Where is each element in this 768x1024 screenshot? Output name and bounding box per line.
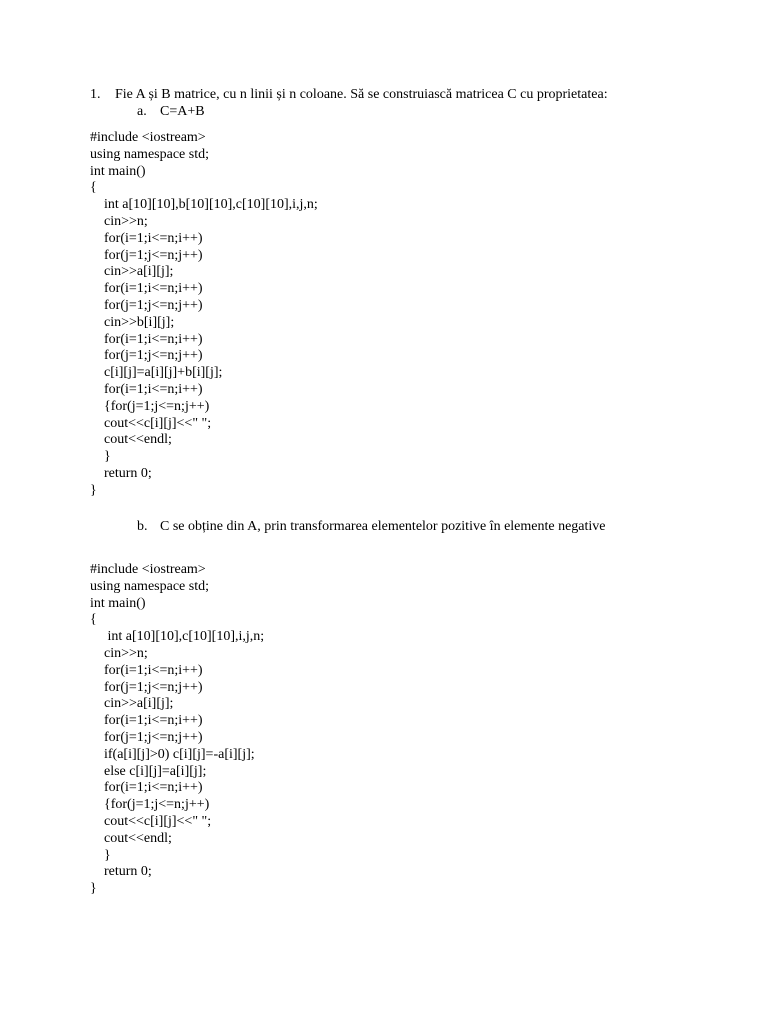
code-line: } [90, 482, 97, 498]
code-line: #include <iostream> [90, 130, 206, 145]
code-line: return 0; [90, 465, 152, 481]
code-line: using namespace std; [90, 578, 209, 594]
code-line: int main() [90, 595, 146, 611]
code-line: for(i=1;i<=n;i++) [90, 780, 203, 796]
code-line: cin>>a[i][j]; [90, 264, 174, 280]
code-line: #include <iostream> [90, 562, 206, 577]
code-line: cin>>n; [90, 645, 148, 661]
code-line: cout<<c[i][j]<<" "; [90, 813, 212, 829]
code-line: for(i=1;i<=n;i++) [90, 281, 203, 297]
code-line: c[i][j]=a[i][j]+b[i][j]; [90, 365, 223, 381]
code-line: int a[10][10],b[10][10],c[10][10],i,j,n; [90, 197, 318, 213]
part-a-title: C=A+B [160, 104, 205, 119]
code-line: for(i=1;i<=n;i++) [90, 331, 203, 347]
code-line: for(i=1;i<=n;i++) [90, 230, 203, 246]
code-line: if(a[i][j]>0) c[i][j]=-a[i][j]; [90, 746, 255, 762]
code-line: for(j=1;j<=n;j++) [90, 247, 203, 263]
code-line: int a[10][10],c[10][10],i,j,n; [90, 629, 265, 645]
code-line: using namespace std; [90, 146, 209, 162]
code-line: for(j=1;j<=n;j++) [90, 729, 203, 745]
code-line: for(i=1;i<=n;i++) [90, 381, 203, 397]
code-line: cout<<endl; [90, 432, 172, 448]
code-line: for(j=1;j<=n;j++) [90, 679, 203, 695]
code-line: } [90, 847, 111, 863]
code-line: cout<<endl; [90, 830, 172, 846]
code-line: for(i=1;i<=n;i++) [90, 713, 203, 729]
part-a-code-block [90, 130, 690, 500]
code-line: for(i=1;i<=n;i++) [90, 662, 203, 678]
code-line: cin>>b[i][j]; [90, 314, 175, 330]
code-line: { [90, 180, 97, 196]
code-line: } [90, 449, 111, 465]
part-b-label: b. [137, 519, 148, 534]
code-line: cout<<c[i][j]<<" "; [90, 415, 212, 431]
code-line: } [90, 881, 97, 897]
code-line: cin>>a[i][j]; [90, 696, 174, 712]
part-b-title: C se obține din A, prin transformarea elementelor pozitive în elemente negative [160, 519, 606, 534]
code-line: for(j=1;j<=n;j++) [90, 348, 203, 364]
code-line: return 0; [90, 864, 152, 880]
code-line: else c[i][j]=a[i][j]; [90, 763, 207, 779]
code-line: {for(j=1;j<=n;j++) [90, 797, 210, 813]
code-line: {for(j=1;j<=n;j++) [90, 398, 210, 414]
problem-statement: Fie A și B matrice, cu n linii și n coloane. Să se construiască matricea C cu proprietatea: [115, 87, 608, 102]
code-line: int main() [90, 163, 146, 179]
problem-number: 1. [90, 87, 101, 102]
part-a-label: a. [137, 104, 147, 119]
part-b-code-block [90, 562, 690, 898]
code-line: { [90, 612, 97, 628]
code-line: for(j=1;j<=n;j++) [90, 297, 203, 313]
code-line: cin>>n; [90, 213, 148, 229]
